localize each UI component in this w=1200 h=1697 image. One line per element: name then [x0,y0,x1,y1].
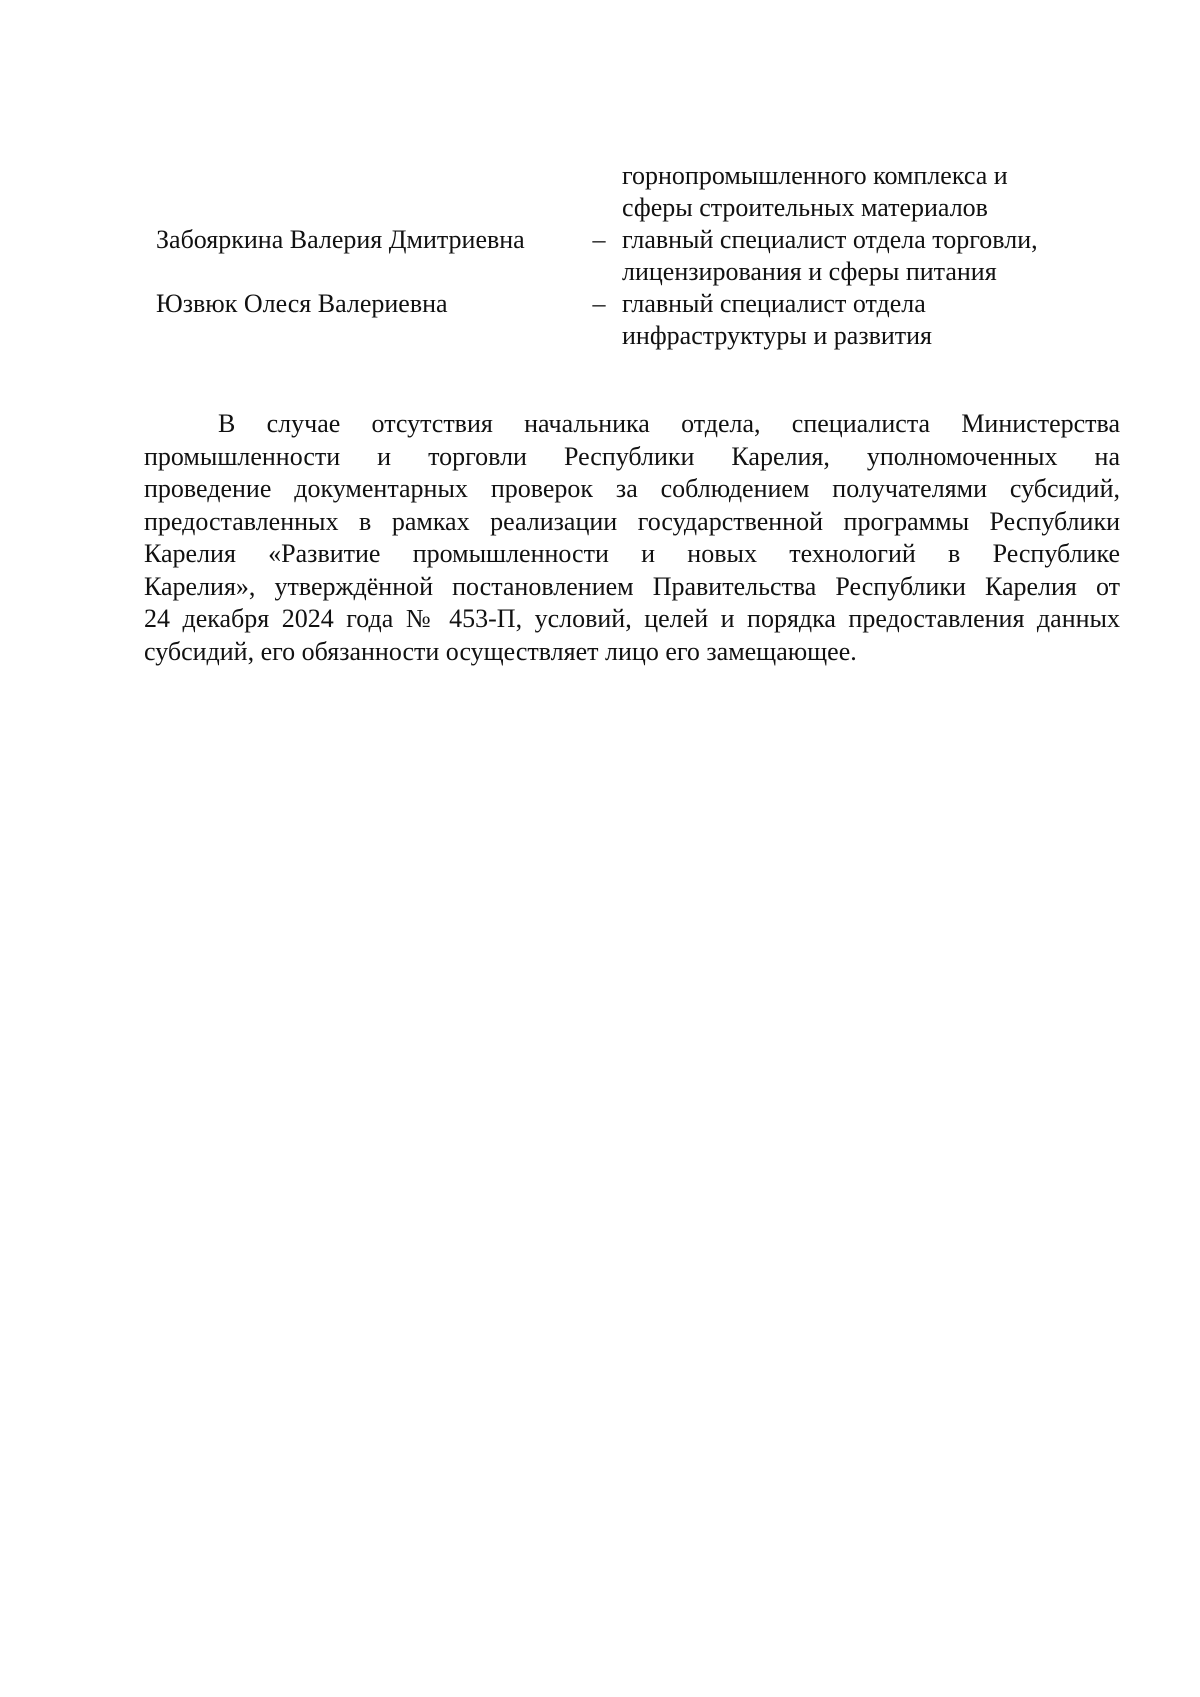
staff-name: Забояркина Валерия Дмитриевна [156,225,525,254]
staff-position [622,224,1112,288]
position-line: главный специалист отдела торговли, [622,225,1038,254]
paragraph-line: предоставленных в рамках реализации государственной программы Республики [144,506,1120,536]
paragraph-line: Карелия «Развитие промышленности и новых технологий в Республике [144,539,1120,568]
position-line: сферы строительных материалов [622,193,988,222]
paragraph-line: субсидий, его обязанности осуществляет лицо его замещающее. [144,636,857,666]
position-line: инфраструктуры и развития [622,321,933,350]
staff-dash: – [592,225,606,254]
position-line: лицензирования и сферы питания [622,257,997,286]
staff-row [156,224,1116,288]
position-line: горнопромышленного комплекса и [622,161,1008,190]
paragraph-line: 24 декабря 2024 года № 453-П, условий, целей и порядка предоставления данных [144,604,1120,633]
staff-name: Юзвюк Олеся Валериевна [156,289,448,318]
paragraph-line: В случае отсутствия начальника отдела, специалиста Министерства [218,409,1120,438]
staff-dash: – [592,289,606,318]
staff-continuation-row [156,160,1116,224]
staff-position [622,288,1112,352]
paragraph-line: проведение документарных проверок за соблюдением получателями субсидий, [144,474,1120,503]
paragraph-line: промышленности и торговли Республики Карелия, уполномоченных на [144,441,1120,471]
body-paragraph [144,408,1120,668]
staff-position [622,160,1112,224]
paragraph-line: Карелия», утверждённой постановлением Правительства Республики Карелия от [144,571,1120,601]
staff-list [156,160,1116,352]
position-line: главный специалист отдела [622,289,926,318]
staff-row [156,288,1116,352]
